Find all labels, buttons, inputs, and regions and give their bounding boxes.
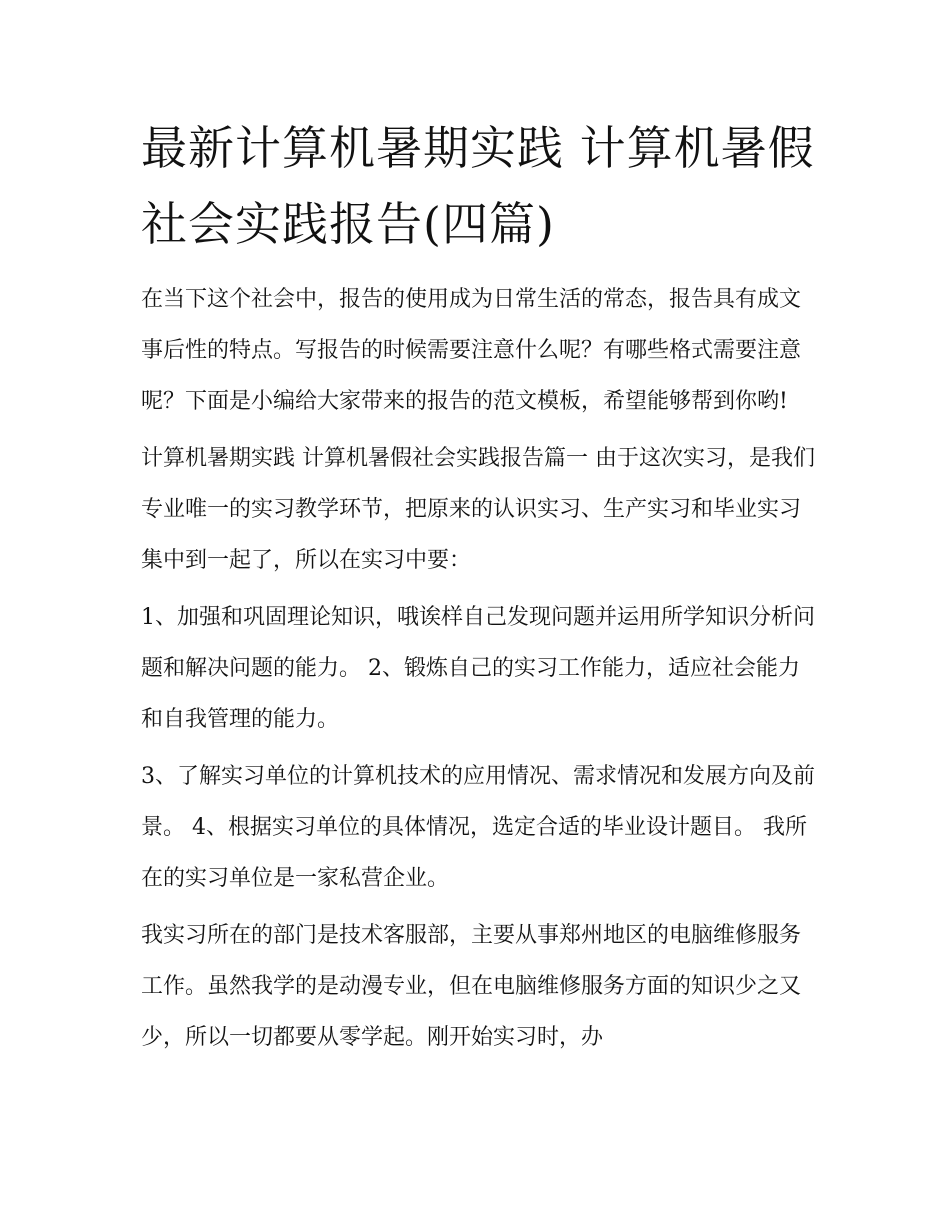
document-title: 最新计算机暑期实践 计算机暑假社会实践报告(四篇) — [141, 121, 815, 251]
paragraph-intro: 在当下这个社会中，报告的使用成为日常生活的常态，报告具有成文事后性的特点。写报告的时候需要注意什么呢？有哪些格式需要注意呢？下面是小编给大家带来的报告的范文模板，希望能够帮到你哟! — [141, 287, 802, 414]
paragraph-section-one: 计算机暑期实践 计算机暑假社会实践报告篇一 由于这次实习，是我们专业唯一的实习教学环节，把原来的认识实习、生产实习和毕业实习集中到一起了，所以在实习中要： — [141, 446, 815, 573]
document-body — [141, 110, 821, 1063]
paragraph-department: 我实习所在的部门是技术客服部，主要从事郑州地区的电脑维修服务工作。虽然我学的是动漫专业，但在电脑维修服务方面的知识少之又少，所以一切都要从零学起。刚开始实习时，办 — [141, 923, 802, 1050]
paragraph-goals-3-4: 3、了解实习单位的计算机技术的应用情况、需求情况和发展方向及前景。 4、根据实习单位的具体情况，选定合适的毕业设计题目。 我所在的实习单位是一家私营企业。 — [141, 764, 815, 891]
paragraph-goals-1-2: 1、加强和巩固理论知识，哦诶样自己发现问题并运用所学知识分析问题和解决问题的能力。 2、锻炼自己的实习工作能力，适应社会能力和自我管理的能力。 — [141, 605, 815, 732]
